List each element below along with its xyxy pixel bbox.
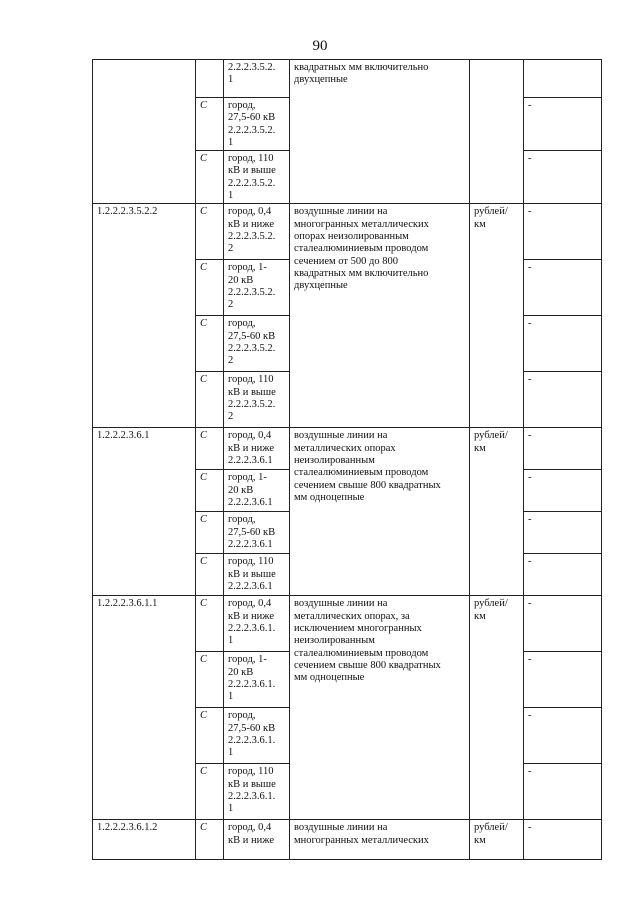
row-value: - <box>524 652 602 708</box>
row-code: 1.2.2.2.3.6.1.2 <box>93 820 196 860</box>
row-voltage-class: город, 110 кВ и выше 2.2.2.3.6.1 <box>224 554 290 596</box>
row-value: - <box>524 764 602 820</box>
row-voltage-class: город, 27,5-60 кВ 2.2.2.3.5.2. 2 <box>224 316 290 372</box>
row-code: 1.2.2.2.3.5.2.2 <box>93 204 196 428</box>
row-category: C <box>196 260 224 316</box>
row-voltage-class: город, 1- 20 кВ 2.2.2.3.6.1. 1 <box>224 652 290 708</box>
row-unit: рублей/ км <box>470 820 524 860</box>
row-voltage-class: город, 0,4 кВ и ниже 2.2.2.3.6.1. 1 <box>224 596 290 652</box>
row-value: - <box>524 151 602 204</box>
table-row <box>93 596 602 652</box>
row-description: воздушные линии на металлических опорах, за исключением многогранных неизолированным сталеалюминиевым проводом сечением свыше 800 квадратных мм одноцепные <box>290 596 470 820</box>
row-category: C <box>196 428 224 470</box>
row-value: - <box>524 316 602 372</box>
row-description: воздушные линии на многогранных металлических опорах неизолированным сталеалюминиевым проводом сечением от 500 до 800 квадратных мм включительно двухцепные <box>290 204 470 428</box>
row-category: C <box>196 596 224 652</box>
row-value: - <box>524 708 602 764</box>
row-value: - <box>524 260 602 316</box>
row-category: C <box>196 204 224 260</box>
row-value: - <box>524 204 602 260</box>
row-category: C <box>196 708 224 764</box>
row-voltage-class: 2.2.2.3.5.2. 1 <box>224 60 290 98</box>
row-category: C <box>196 98 224 151</box>
row-value: - <box>524 372 602 428</box>
row-description: воздушные линии на металлических опорах неизолированным сталеалюминиевым проводом сечением свыше 800 квадратных мм одноцепные <box>290 428 470 596</box>
row-voltage-class: город, 0,4 кВ и ниже 2.2.2.3.6.1 <box>224 428 290 470</box>
row-description: воздушные линии на многогранных металлических <box>290 820 470 860</box>
row-value: - <box>524 820 602 860</box>
tariff-table <box>92 59 602 860</box>
row-category <box>196 60 224 98</box>
row-unit: рублей/ км <box>470 596 524 820</box>
table-row <box>93 820 602 860</box>
row-unit: рублей/ км <box>470 204 524 428</box>
table-row <box>93 428 602 470</box>
row-value: - <box>524 512 602 554</box>
row-voltage-class: город, 27,5-60 кВ 2.2.2.3.6.1. 1 <box>224 708 290 764</box>
row-code: 1.2.2.2.3.6.1 <box>93 428 196 596</box>
row-voltage-class: город, 0,4 кВ и ниже 2.2.2.3.5.2. 2 <box>224 204 290 260</box>
row-voltage-class: город, 1- 20 кВ 2.2.2.3.5.2. 2 <box>224 260 290 316</box>
row-voltage-class: город, 27,5-60 кВ 2.2.2.3.6.1 <box>224 512 290 554</box>
row-category: C <box>196 316 224 372</box>
row-value: - <box>524 98 602 151</box>
row-description: квадратных мм включительно двухцепные <box>290 60 470 204</box>
row-voltage-class: город, 0,4 кВ и ниже <box>224 820 290 860</box>
page-number: 90 <box>312 38 328 54</box>
row-category: C <box>196 470 224 512</box>
row-code <box>93 60 196 204</box>
row-value: - <box>524 470 602 512</box>
row-value <box>524 60 602 98</box>
table-row <box>93 204 602 260</box>
row-category: C <box>196 820 224 860</box>
row-value: - <box>524 428 602 470</box>
row-code: 1.2.2.2.3.6.1.1 <box>93 596 196 820</box>
row-voltage-class: город, 110 кВ и выше 2.2.2.3.6.1. 1 <box>224 764 290 820</box>
table-row <box>93 60 602 98</box>
row-voltage-class: город, 110 кВ и выше 2.2.2.3.5.2. 2 <box>224 372 290 428</box>
row-category: C <box>196 652 224 708</box>
row-value: - <box>524 554 602 596</box>
row-category: C <box>196 764 224 820</box>
row-voltage-class: город, 27,5-60 кВ 2.2.2.3.5.2. 1 <box>224 98 290 151</box>
row-category: C <box>196 512 224 554</box>
row-voltage-class: город, 110 кВ и выше 2.2.2.3.5.2. 1 <box>224 151 290 204</box>
row-unit <box>470 60 524 204</box>
row-value: - <box>524 596 602 652</box>
row-category: C <box>196 554 224 596</box>
tariff-table-body <box>93 60 602 860</box>
row-category: C <box>196 151 224 204</box>
row-voltage-class: город, 1- 20 кВ 2.2.2.3.6.1 <box>224 470 290 512</box>
row-unit: рублей/ км <box>470 428 524 596</box>
row-category: C <box>196 372 224 428</box>
